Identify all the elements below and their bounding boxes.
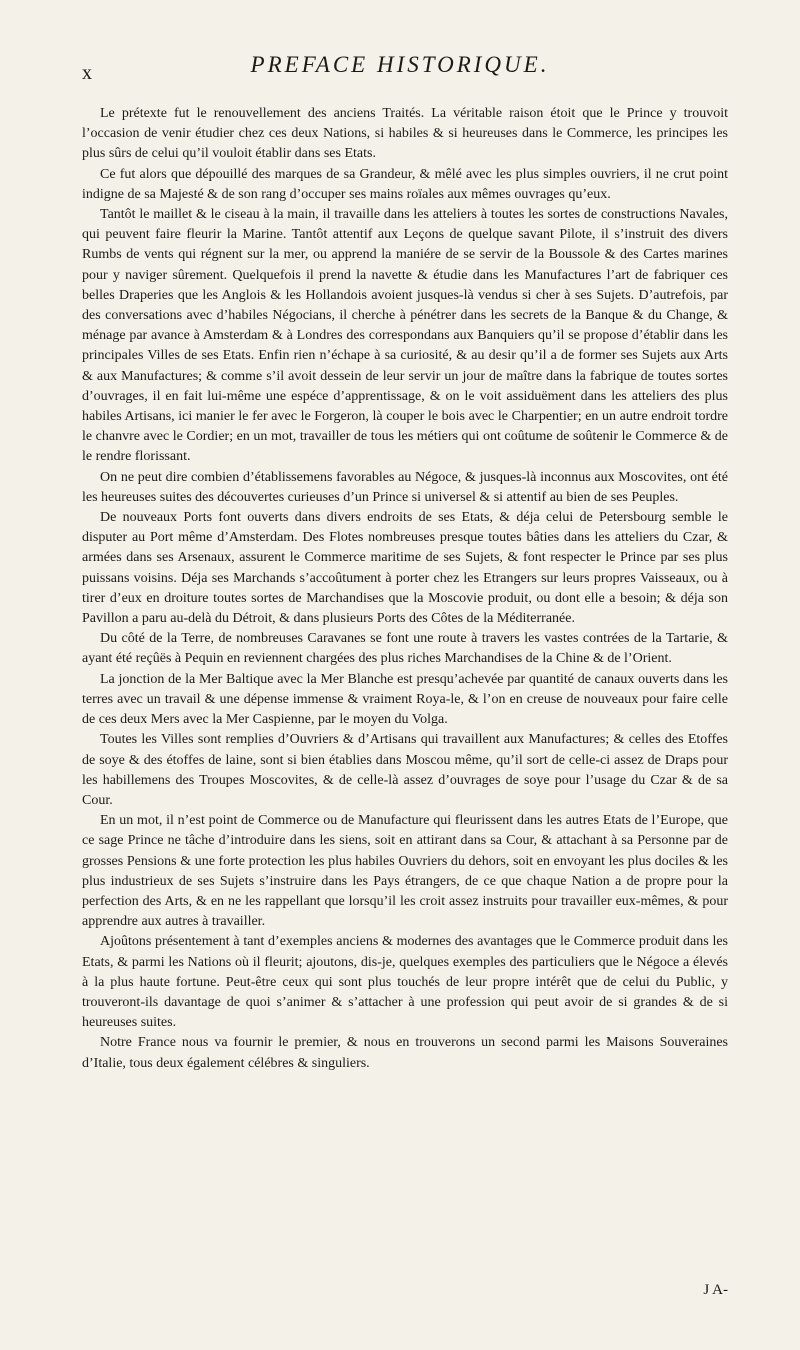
paragraph: Tantôt le maillet & le ciseau à la main, il travaille dans les atteliers à toutes les sortes de constructions Navales, qui peuvent faire fleurir la Marine. Tantôt attentif aux Leçons de quelque savant Pilote, il s’instruit des divers Rumbs de vents qui régnent sur la mer, ou apprend la maniére de se servir de la Boussole & des Cartes marines pour y naviger sûrement. Quelquefois il prend la navette & étudie dans les Manufactures l’art de fabriquer ces belles Draperies que les Anglois & les Hollandois avoient jusques-là vendus si cher à ses Sujets. D’autrefois, par des conversations avec d’habiles Négocians, il cherche à pénétrer dans les secrets de la Banque & du Change, & ménage par avance à Amsterdam & à Londres des correspondans aux Banquiers qu’il se propose d’établir dans les principales Villes de ses Etats. Enfin rien n’échape à sa curiosité, & au desir qu’il a de former ses Sujets aux Arts & aux Manufactures; & comme s’il avoit dessein de leur servir un jour de maître dans la fabrique de toutes sortes d’ouvrages, il en fait lui-même une espéce d’apprentissage, & on le voit assiduëment dans les atteliers des plus habiles Artisans, ici manier le fer avec le Forgeron, là couper le bois avec le Charpentier; en un autre endroit tordre le chanvre avec le Cordier; en un mot, travailler de tous les métiers qui ont coûtume de soûtenir le Commerce & de le rendre florissant.	[82, 207, 728, 465]
paragraph: Ajoûtons présentement à tant d’exemples anciens & modernes des avantages que le Commerce produit dans les Etats, & parmi les Nations où il fleurit; ajoutons, dis-je, quelques exemples des particuliers que le Négoce a élevés à la plus haute fortune. Peut-être ceux qui sont plus touchés de leur propre intérêt que de celui du Public, y trouveront-ils davantage de quoi s’animer & s’attacher à une profession qui peut avoir de si grandes & de si heureuses suites.	[82, 934, 728, 1031]
paragraph: De nouveaux Ports font ouverts dans divers endroits de ses Etats, & déja celui de Petersbourg semble le disputer au Port même d’Amsterdam. Des Flotes nombreuses presque toutes bâties dans les atteliers du Czar, & armées dans ses Arsenaux, assurent le Commerce maritime de ses Sujets, & font respecter le Prince par ses plus puissans voisins. Déja ses Marchands s’accoûtument à porter chez les Etrangers sur leurs propres Vaisseaux, ou à tirer d’eux en droiture toutes sortes de Marchandises que la Moscovie produit, ou dont elle a besoin; & déja son Pavillon a paru au-delà du Détroit, & dans plusieurs Ports des Côtes de la Méditerranée.	[82, 510, 728, 627]
body-text	[82, 104, 728, 1074]
paragraph: Toutes les Villes sont remplies d’Ouvriers & d’Artisans qui travaillent aux Manufactures; & celles des Etoffes de soye & des étoffes de laine, sont si bien établies dans Moscou même, qu’il sort de celle-ci assez de Draps pour les habillemens des Troupes Moscovites, & de celle-là assez d’ouvrages de soye pour l’usage du Czar & de sa Cour.	[82, 732, 728, 808]
paragraph: La jonction de la Mer Baltique avec la Mer Blanche est presqu’achevée par quantité de canaux ouverts dans les terres avec un travail & une dépense immense & vraiment Roya-le, & l’on en creuse de nouveaux pour faire celle de ces deux Mers avec la Mer Caspienne, par le moyen du Volga.	[82, 671, 728, 728]
page-header	[70, 50, 730, 86]
paragraph: En un mot, il n’est point de Commerce ou de Manufacture qui fleurissent dans les autres Etats de l’Europe, que ce sage Prince ne tâche d’introduire dans les siens, soit en attirant dans sa Cour, & attachant à sa Personne par de grosses Pensions & une forte protection les plus habiles Ouvriers du dehors, soit en envoyant les plus dociles & les plus industrieux de ses Sujets s’instruire dans les Pays étrangers, de ce que chaque Nation a de propre pour la perfection des Arts, & en ne les rappellant que lorsqu’il les croit assez instruits pour travailler eux-mêmes, & pour apprendre aux autres à travailler.	[82, 813, 728, 930]
paragraph: Ce fut alors que dépouillé des marques de sa Grandeur, & mêlé avec les plus simples ouvriers, il ne crut point indigne de sa Majesté & de son rang d’occuper ses mains roïales aux mêmes ouvrages qu’eux.	[82, 166, 728, 202]
paragraph: Du côté de la Terre, de nombreuses Caravanes se font une route à travers les vastes contrées de la Tartarie, & ayant été reçûës à Pequin en reviennent chargées des plus riches Marchandises de la Chine & de l’Orient.	[82, 631, 728, 667]
paragraph: Le prétexte fut le renouvellement des anciens Traités. La véritable raison étoit que le Prince y trouvoit l’occasion de venir étudier chez ces deux Nations, si habiles & si heureuses dans le Commerce, les principes les plus sûrs de celui qu’il vouloit établir dans ses Etats.	[82, 106, 728, 162]
page-number: x	[82, 62, 92, 84]
catchword: J A-	[703, 1282, 728, 1298]
running-head: PREFACE HISTORIQUE.	[250, 52, 550, 77]
paragraph: Notre France nous va fournir le premier, & nous en trouverons un second parmi les Maisons Souveraines d’Italie, tous deux également célébres & singuliers.	[82, 1035, 728, 1071]
paragraph: On ne peut dire combien d’établissemens favorables au Négoce, & jusques-là inconnus aux Moscovites, ont été les heureuses suites des découvertes curieuses d’un Prince si universel & si attentif au bien de ses Peuples.	[82, 469, 728, 505]
